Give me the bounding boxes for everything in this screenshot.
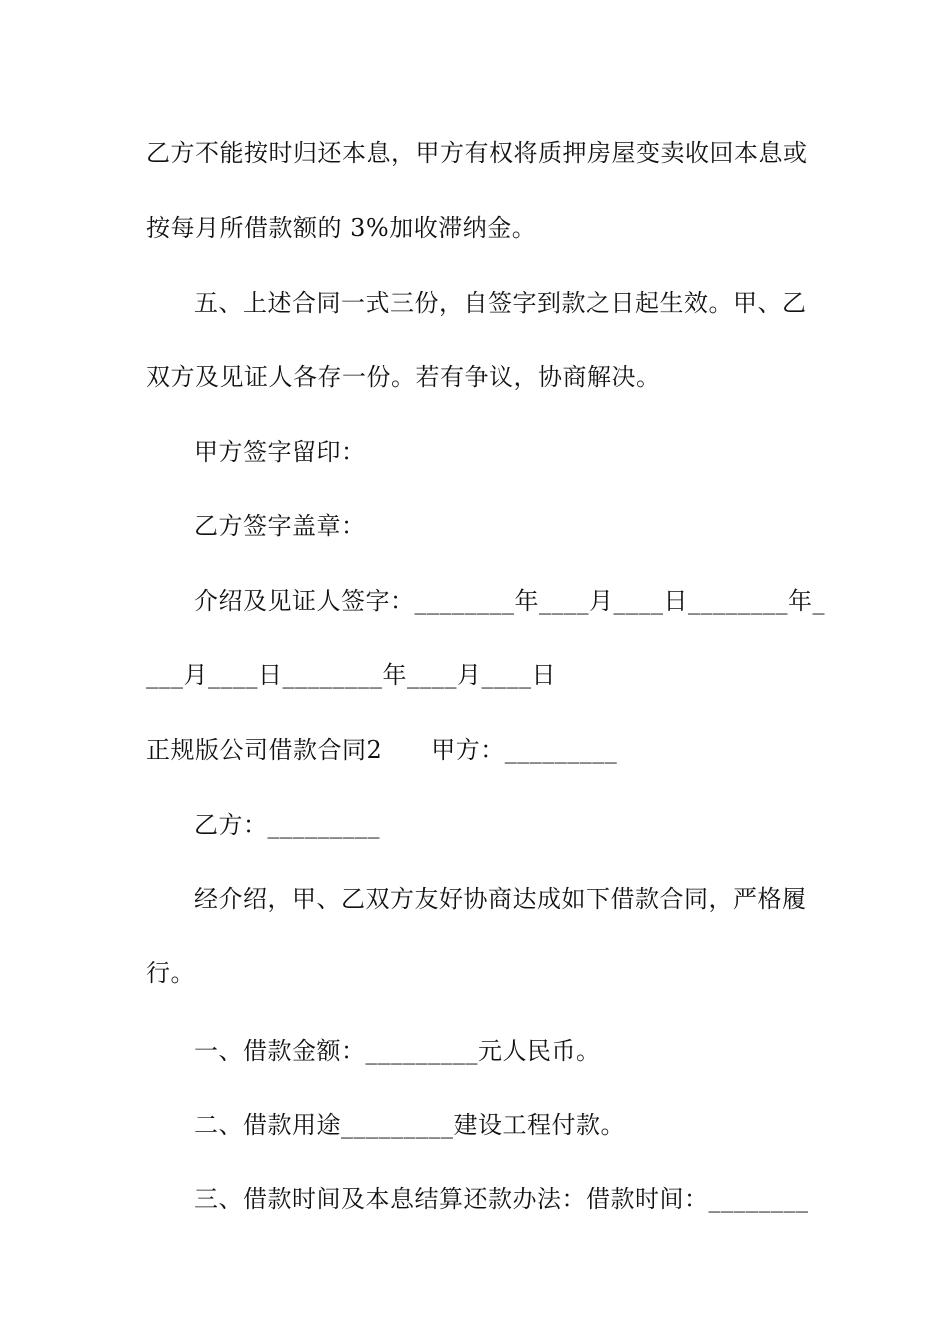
paragraph-line: 按每月所借款额的 3%加收滞纳金。 [146, 214, 537, 242]
party-b-signature-label: 乙方签字盖章： [194, 512, 366, 540]
party-b-line: 乙方：_________ [194, 811, 380, 839]
witness-signature-line: 介绍及见证人签字：________年____月____日________年_ [194, 587, 825, 615]
paragraph-line: 乙方不能按时归还本息，甲方有权将质押房屋变卖收回本息或 [146, 139, 808, 167]
intro-paragraph-line: 经介绍，甲、乙双方友好协商达成如下借款合同，严格履 [194, 885, 807, 913]
date-blanks-line: ___月____日________年____月____日 [146, 661, 556, 689]
clause-five-line: 五、上述合同一式三份，自签字到款之日起生效。甲、乙 [194, 289, 807, 317]
loan-amount-clause: 一、借款金额：_________元人民币。 [194, 1037, 601, 1065]
contract-title-line: 正规版公司借款合同2 甲方：_________ [146, 736, 618, 764]
loan-term-clause: 三、借款时间及本息结算还款办法：借款时间：________ [194, 1185, 809, 1213]
paragraph-line: 双方及见证人各存一份。若有争议，协商解决。 [146, 363, 661, 391]
party-a-signature-label: 甲方签字留印： [194, 438, 366, 466]
paragraph-line: 行。 [146, 959, 195, 987]
loan-purpose-clause: 二、借款用途_________建设工程付款。 [194, 1111, 625, 1139]
